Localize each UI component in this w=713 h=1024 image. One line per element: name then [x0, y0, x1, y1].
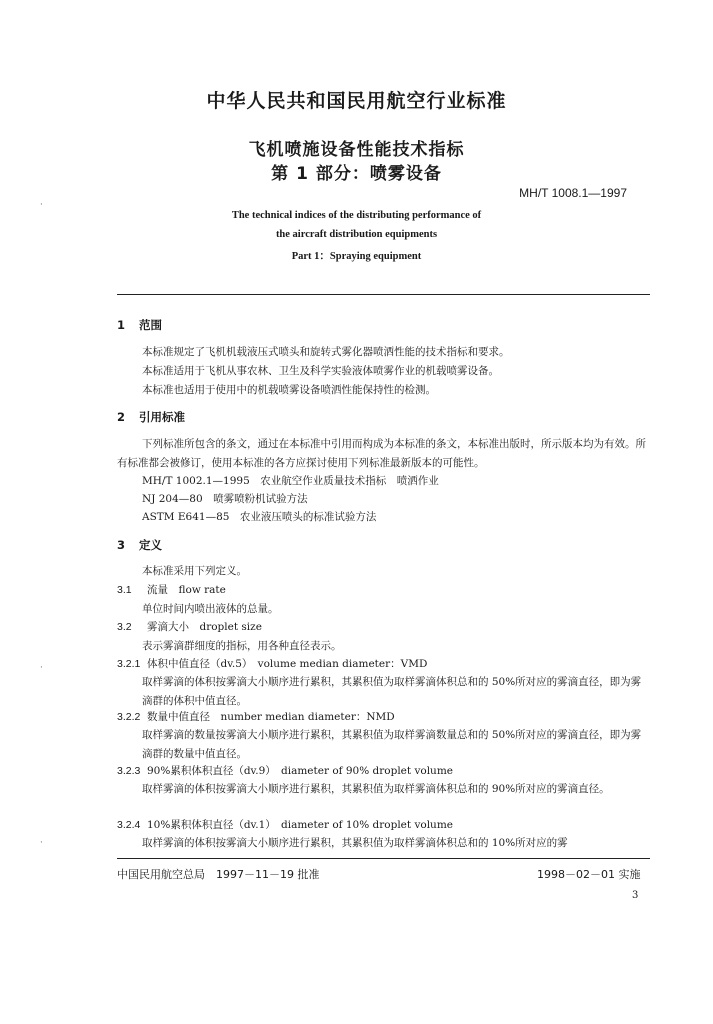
section-number: 3 [117, 538, 126, 552]
header-divider [117, 294, 650, 295]
reference-item: ASTM E641—85 农业液压喷头的标准试验方法 [142, 511, 377, 523]
references-paragraph: 下列标准所包含的条文，通过在本标准中引用而构成为本标准的条文，本标准出版时，所示版本均为有效。所有标准都会被修订，使用本标准的各方应探讨使用下列标准最新版本的可能性。 [117, 438, 646, 469]
scan-mark: · [40, 200, 43, 210]
section-title: 引用标准 [139, 410, 185, 424]
section-title: 范围 [139, 318, 162, 332]
definition-term [117, 619, 262, 634]
term-text: 90%累积体积直径（dv.9） diameter of 90% droplet volume [147, 765, 453, 777]
english-title-line-2: the aircraft distribution equipments [275, 229, 438, 240]
scope-line: 本标准规定了飞机机载液压式喷头和旋转式雾化器喷洒性能的技术指标和要求。 [142, 346, 510, 358]
english-title-line-1: The technical indices of the distributing performance of [231, 210, 482, 221]
section-3-heading [117, 537, 162, 553]
english-title-line-3: Part 1：Spraying equipment [291, 251, 422, 262]
clause-number: 3.2.3 [117, 765, 141, 777]
scope-line: 本标准适用于飞机从事农林、卫生及科学实验液体喷雾作业的机载喷雾设备。 [142, 365, 499, 377]
standard-organization: 中华人民共和国民用航空行业标准 [206, 90, 507, 112]
definition-term [117, 763, 453, 778]
term-text: 流量 flow rate [147, 584, 226, 596]
term-text: 10%累积体积直径（dv.1） diameter of 10% droplet volume [147, 819, 453, 831]
definition-description: 取样雾滴的数量按雾滴大小顺序进行累积，其累积值为取样雾滴数量总和的 50%所对应的雾滴直径，即为雾滴群的数量中值直径。 [142, 729, 642, 760]
definition-description: 取样雾滴的体积按雾滴大小顺序进行累积，其累积值为取样雾滴体积总和的 50%所对应的雾滴直径，即为雾滴群的体积中值直径。 [142, 676, 642, 707]
definition-description: 取样雾滴的体积按雾滴大小顺序进行累积，其累积值为取样雾滴体积总和的 10%所对应的雾 [142, 837, 568, 849]
section-number: 2 [117, 410, 126, 424]
standard-code: MH/T 1008.1—1997 [519, 186, 627, 200]
section-2-heading [117, 409, 185, 425]
scope-line: 本标准也适用于使用中的机载喷雾设备喷洒性能保持性的检测。 [142, 384, 436, 396]
clause-number: 3.2.4 [117, 819, 141, 831]
scan-mark: · [40, 663, 43, 673]
footer-divider [117, 858, 650, 859]
definition-term [117, 582, 226, 597]
definition-description: 取样雾滴的体积按雾滴大小顺序进行累积，其累积值为取样雾滴体积总和的 90%所对应的雾滴直径。 [142, 783, 610, 795]
term-text: 体积中值直径（dv.5） volume median diameter：VMD [147, 658, 428, 670]
definition-term [117, 709, 395, 724]
term-text: 数量中值直径 number median diameter：NMD [147, 711, 395, 723]
section-title: 定义 [139, 538, 162, 552]
title-line-1: 飞机喷施设备性能技术指标 [248, 140, 465, 160]
term-text: 雾滴大小 droplet size [147, 621, 262, 633]
definition-description: 表示雾滴群细度的指标，用各种直径表示。 [142, 640, 342, 652]
clause-number: 3.2 [117, 621, 132, 633]
reference-item: NJ 204—80 喷雾喷粉机试验方法 [142, 493, 308, 505]
section-1-heading [117, 317, 162, 333]
clause-number: 3.1 [117, 584, 132, 596]
clause-number: 3.2.2 [117, 711, 141, 723]
title-line-2: 第 1 部分：喷雾设备 [271, 164, 442, 184]
section-number: 1 [117, 318, 126, 332]
reference-item: MH/T 1002.1—1995 农业航空作业质量技术指标 喷洒作业 [142, 475, 439, 487]
issuer-approval: 中国民用航空总局 1997－11－19 批准 [117, 868, 320, 881]
definition-description: 单位时间内喷出液体的总量。 [142, 603, 279, 615]
page-number: 3 [632, 890, 639, 901]
clause-number: 3.2.1 [117, 658, 141, 670]
implementation-date: 1998－02－01 实施 [537, 868, 641, 881]
scan-mark: · [40, 838, 43, 848]
definition-term [117, 656, 427, 671]
definitions-intro: 本标准采用下列定义。 [142, 565, 247, 577]
definition-term [117, 817, 453, 832]
